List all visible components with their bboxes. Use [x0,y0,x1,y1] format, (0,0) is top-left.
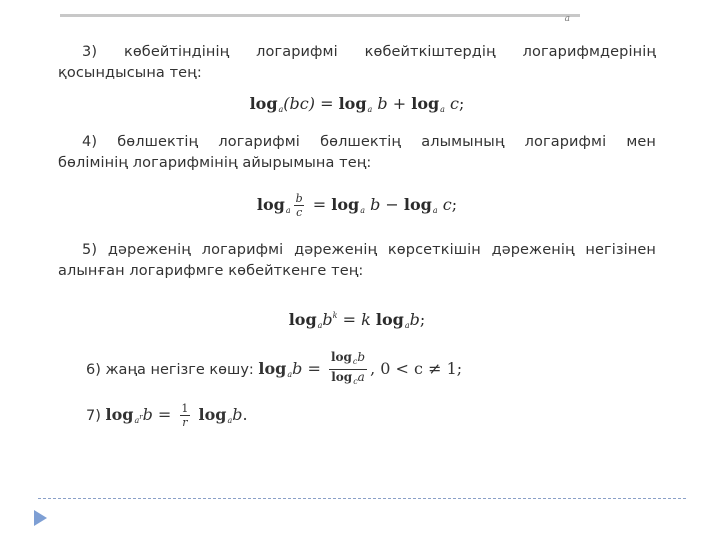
log-argument: b [142,405,153,424]
log-base [134,413,143,425]
equals-sign: = [320,94,334,113]
base-condition: , 0 < c ≠ 1; [370,359,463,378]
log-argument: b [322,310,333,329]
base-exponent: r [139,413,143,421]
rule-4-formula [58,192,656,219]
log-argument: b [357,350,366,364]
fraction-numerator [329,350,367,369]
log-base: a [404,321,410,330]
rule-6-label: 6) жаңа негізге көшу: [86,362,254,378]
log-argument: (bc) [283,94,315,113]
log-argument: b [377,94,388,113]
formula-terminator: . [242,405,248,424]
rule-3-text [58,42,656,84]
log-symbol: log [258,359,287,378]
log-base: a [287,370,293,379]
log-symbol: log [338,94,367,113]
log-symbol: log [256,195,285,214]
fraction-one-over-r [179,402,190,429]
cropped-subscript: a [564,14,570,22]
coefficient: k [361,310,371,329]
rule-7-line [86,402,248,429]
rule-6-line [86,350,462,389]
cropped-top-line [60,14,660,22]
log-symbol: log [411,94,440,113]
rule-5-formula [58,310,656,330]
formula-terminator: ; [419,310,426,329]
log-base-letter: a [134,416,140,425]
fraction-denominator [329,369,367,389]
cropped-text-fragment [60,14,580,17]
rule-5-text [58,240,656,282]
rule-7-label: 7) [86,408,101,424]
minus-sign: − [385,195,399,214]
fraction-denominator: r [182,416,188,429]
fraction-denominator: c [296,206,303,219]
plus-sign: + [392,94,407,113]
change-of-base-fraction [329,350,367,389]
log-symbol: log [331,370,353,384]
formula-terminator: ; [451,195,458,214]
log-symbol: log [331,195,360,214]
log-symbol: log [105,405,134,424]
log-symbol: log [330,350,352,364]
fraction-numerator: b [295,192,303,205]
log-argument: b [232,405,243,424]
log-base: a [432,206,438,215]
equals-sign: = [157,405,172,424]
log-argument: a [357,370,365,384]
log-base: a [278,105,284,114]
log-argument: b [370,195,381,214]
log-argument: b [292,359,303,378]
rule-4-line-2: бөлімінің логарифмінің айырымына тең: [58,155,372,171]
rule-3-formula [58,94,656,114]
log-base: a [440,105,445,114]
log-base: a [360,206,365,215]
log-symbol: log [249,94,278,113]
equals-sign: = [342,310,357,329]
log-base: a [227,416,233,425]
exponent: k [332,311,338,320]
fraction-numerator: 1 [181,402,189,415]
formula-terminator: ; [459,94,465,113]
footer-divider [38,498,686,499]
equals-sign: = [312,195,327,214]
log-base: a [285,206,291,215]
log-argument: b [409,310,420,329]
log-argument: c [442,195,452,214]
rule-4-text [58,132,656,174]
log-symbol: log [375,310,404,329]
log-symbol: log [198,405,227,424]
equals-sign: = [307,359,321,378]
log-base: a [367,105,373,114]
log-symbol: log [288,310,317,329]
rule-3-line-1: 3) көбейтіндінің логарифмі көбейткіштердің логарифмдерінің [82,44,656,60]
log-argument: c [450,94,460,113]
rule-3-line-2: қосындысына тең: [58,65,202,81]
rule-5-line-1: 5) дәреженің логарифмі дәреженің көрсеткішін дәреженің негізінен [82,242,656,258]
rule-5-line-2: алынған логарифмге көбейткенге тең: [58,263,364,279]
fraction-b-over-c [294,192,305,219]
log-base: c [352,357,358,366]
play-arrow-icon [34,510,47,526]
rule-4-line-1: 4) бөлшектің логарифмі бөлшектің алымының логарифмі мен [82,134,656,150]
log-base: a [317,321,323,330]
log-symbol: log [403,195,432,214]
log-base: c [353,377,358,386]
